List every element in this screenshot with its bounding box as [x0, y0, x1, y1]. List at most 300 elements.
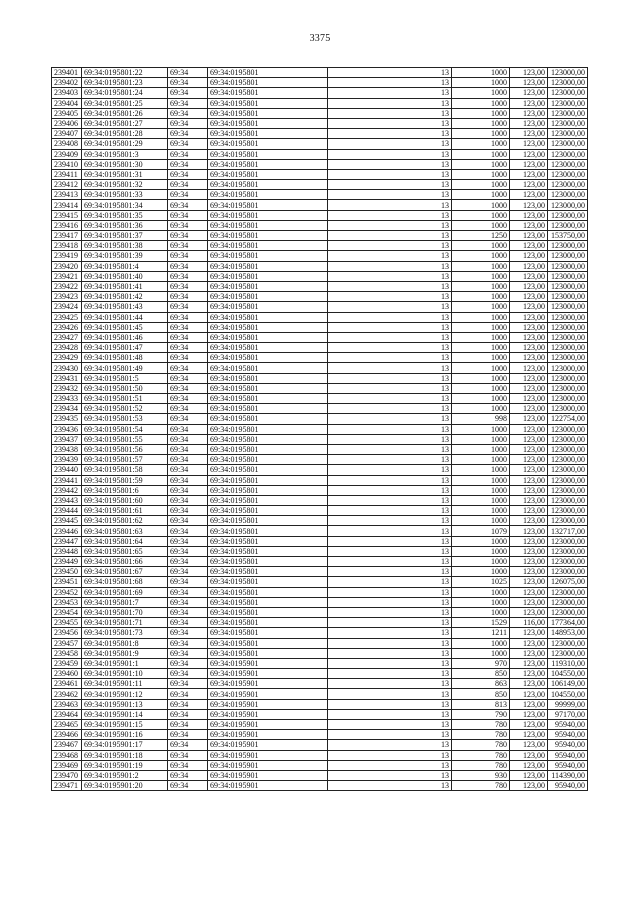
- cadastral-number-cell: 69:34:0195801:64: [82, 536, 168, 546]
- row-id-cell: 239465: [52, 720, 82, 730]
- row-id-cell: 239441: [52, 475, 82, 485]
- table-row: [52, 363, 588, 373]
- category-cell: 13: [328, 628, 452, 638]
- rate-cell: 123,00: [510, 669, 548, 679]
- area-cell: 780: [452, 720, 510, 730]
- value-cell: 123000,00: [548, 241, 588, 251]
- area-cell: 1000: [452, 159, 510, 169]
- cadastral-number-cell: 69:34:0195901:12: [82, 689, 168, 699]
- row-id-cell: 239458: [52, 648, 82, 658]
- block-cell: 69:34:0195901: [208, 669, 328, 679]
- value-cell: 123000,00: [548, 597, 588, 607]
- rate-cell: 123,00: [510, 261, 548, 271]
- block-cell: 69:34:0195801: [208, 129, 328, 139]
- category-cell: 13: [328, 261, 452, 271]
- cadastral-number-cell: 69:34:0195801:62: [82, 516, 168, 526]
- block-cell: 69:34:0195801: [208, 587, 328, 597]
- table-row: [52, 516, 588, 526]
- category-cell: 13: [328, 485, 452, 495]
- area-cell: 1000: [452, 546, 510, 556]
- area-cell: 1000: [452, 353, 510, 363]
- district-cell: 69:34: [168, 149, 208, 159]
- area-cell: 1000: [452, 343, 510, 353]
- rate-cell: 123,00: [510, 332, 548, 342]
- table-row: [52, 271, 588, 281]
- block-cell: 69:34:0195801: [208, 312, 328, 322]
- value-cell: 126075,00: [548, 577, 588, 587]
- cadastral-number-cell: 69:34:0195801:36: [82, 220, 168, 230]
- category-cell: 13: [328, 68, 452, 78]
- rate-cell: 123,00: [510, 210, 548, 220]
- table-row: [52, 149, 588, 159]
- area-cell: 1000: [452, 485, 510, 495]
- category-cell: 13: [328, 709, 452, 719]
- rate-cell: 123,00: [510, 709, 548, 719]
- row-id-cell: 239442: [52, 485, 82, 495]
- row-id-cell: 239428: [52, 343, 82, 353]
- row-id-cell: 239440: [52, 465, 82, 475]
- row-id-cell: 239439: [52, 455, 82, 465]
- value-cell: 123000,00: [548, 88, 588, 98]
- value-cell: 123000,00: [548, 139, 588, 149]
- rate-cell: 123,00: [510, 118, 548, 128]
- block-cell: 69:34:0195801: [208, 475, 328, 485]
- value-cell: 123000,00: [548, 394, 588, 404]
- value-cell: 95940,00: [548, 781, 588, 791]
- district-cell: 69:34: [168, 302, 208, 312]
- block-cell: 69:34:0195801: [208, 159, 328, 169]
- cadastral-number-cell: 69:34:0195801:35: [82, 210, 168, 220]
- block-cell: 69:34:0195901: [208, 750, 328, 760]
- block-cell: 69:34:0195801: [208, 353, 328, 363]
- district-cell: 69:34: [168, 781, 208, 791]
- block-cell: 69:34:0195801: [208, 271, 328, 281]
- row-id-cell: 239436: [52, 424, 82, 434]
- area-cell: 1000: [452, 322, 510, 332]
- cadastral-number-cell: 69:34:0195801:50: [82, 383, 168, 393]
- district-cell: 69:34: [168, 68, 208, 78]
- district-cell: 69:34: [168, 98, 208, 108]
- category-cell: 13: [328, 567, 452, 577]
- row-id-cell: 239414: [52, 200, 82, 210]
- category-cell: 13: [328, 251, 452, 261]
- rate-cell: 123,00: [510, 628, 548, 638]
- rate-cell: 123,00: [510, 465, 548, 475]
- row-id-cell: 239457: [52, 638, 82, 648]
- block-cell: 69:34:0195801: [208, 597, 328, 607]
- category-cell: 13: [328, 363, 452, 373]
- table-row: [52, 343, 588, 353]
- area-cell: 1000: [452, 129, 510, 139]
- district-cell: 69:34: [168, 78, 208, 88]
- block-cell: 69:34:0195901: [208, 740, 328, 750]
- table-row: [52, 699, 588, 709]
- district-cell: 69:34: [168, 383, 208, 393]
- area-cell: 1000: [452, 220, 510, 230]
- rate-cell: 123,00: [510, 394, 548, 404]
- area-cell: 1000: [452, 68, 510, 78]
- district-cell: 69:34: [168, 557, 208, 567]
- rate-cell: 123,00: [510, 281, 548, 291]
- cadastral-number-cell: 69:34:0195901:13: [82, 699, 168, 709]
- category-cell: 13: [328, 159, 452, 169]
- category-cell: 13: [328, 648, 452, 658]
- cadastral-number-cell: 69:34:0195801:63: [82, 526, 168, 536]
- area-cell: 1000: [452, 638, 510, 648]
- cadastral-number-cell: 69:34:0195801:45: [82, 322, 168, 332]
- value-cell: 123000,00: [548, 444, 588, 454]
- block-cell: 69:34:0195801: [208, 424, 328, 434]
- cadastral-number-cell: 69:34:0195801:30: [82, 159, 168, 169]
- rate-cell: 123,00: [510, 679, 548, 689]
- district-cell: 69:34: [168, 180, 208, 190]
- cadastral-number-cell: 69:34:0195801:73: [82, 628, 168, 638]
- area-cell: 1000: [452, 373, 510, 383]
- block-cell: 69:34:0195801: [208, 465, 328, 475]
- district-cell: 69:34: [168, 404, 208, 414]
- category-cell: 13: [328, 88, 452, 98]
- cadastral-number-cell: 69:34:0195801:4: [82, 261, 168, 271]
- block-cell: 69:34:0195801: [208, 292, 328, 302]
- row-id-cell: 239406: [52, 118, 82, 128]
- row-id-cell: 239453: [52, 597, 82, 607]
- block-cell: 69:34:0195801: [208, 68, 328, 78]
- category-cell: 13: [328, 414, 452, 424]
- cadastral-number-cell: 69:34:0195901:10: [82, 669, 168, 679]
- category-cell: 13: [328, 658, 452, 668]
- category-cell: 13: [328, 149, 452, 159]
- cadastral-number-cell: 69:34:0195801:59: [82, 475, 168, 485]
- category-cell: 13: [328, 332, 452, 342]
- value-cell: 123000,00: [548, 281, 588, 291]
- value-cell: 123000,00: [548, 78, 588, 88]
- district-cell: 69:34: [168, 343, 208, 353]
- rate-cell: 123,00: [510, 444, 548, 454]
- row-id-cell: 239411: [52, 169, 82, 179]
- block-cell: 69:34:0195801: [208, 169, 328, 179]
- cadastral-number-cell: 69:34:0195801:61: [82, 506, 168, 516]
- block-cell: 69:34:0195801: [208, 200, 328, 210]
- category-cell: 13: [328, 750, 452, 760]
- area-cell: 1000: [452, 271, 510, 281]
- rate-cell: 123,00: [510, 322, 548, 332]
- rate-cell: 123,00: [510, 546, 548, 556]
- table-row: [52, 434, 588, 444]
- table-row: [52, 414, 588, 424]
- row-id-cell: 239402: [52, 78, 82, 88]
- district-cell: 69:34: [168, 730, 208, 740]
- category-cell: 13: [328, 475, 452, 485]
- category-cell: 13: [328, 689, 452, 699]
- cadastral-number-cell: 69:34:0195801:8: [82, 638, 168, 648]
- category-cell: 13: [328, 343, 452, 353]
- table-row: [52, 139, 588, 149]
- block-cell: 69:34:0195801: [208, 220, 328, 230]
- cadastral-number-cell: 69:34:0195801:7: [82, 597, 168, 607]
- value-cell: 123000,00: [548, 546, 588, 556]
- value-cell: 123000,00: [548, 383, 588, 393]
- value-cell: 123000,00: [548, 343, 588, 353]
- cadastral-number-cell: 69:34:0195801:31: [82, 169, 168, 179]
- rate-cell: 123,00: [510, 180, 548, 190]
- value-cell: 123000,00: [548, 261, 588, 271]
- cadastral-number-cell: 69:34:0195801:23: [82, 78, 168, 88]
- district-cell: 69:34: [168, 760, 208, 770]
- row-id-cell: 239462: [52, 689, 82, 699]
- category-cell: 13: [328, 444, 452, 454]
- value-cell: 123000,00: [548, 424, 588, 434]
- table-row: [52, 312, 588, 322]
- cadastral-number-cell: 69:34:0195801:40: [82, 271, 168, 281]
- area-cell: 1000: [452, 444, 510, 454]
- rate-cell: 116,00: [510, 618, 548, 628]
- block-cell: 69:34:0195801: [208, 506, 328, 516]
- block-cell: 69:34:0195801: [208, 281, 328, 291]
- area-cell: 850: [452, 669, 510, 679]
- block-cell: 69:34:0195901: [208, 679, 328, 689]
- district-cell: 69:34: [168, 689, 208, 699]
- table-row: [52, 465, 588, 475]
- block-cell: 69:34:0195801: [208, 180, 328, 190]
- value-cell: 123000,00: [548, 536, 588, 546]
- district-cell: 69:34: [168, 495, 208, 505]
- table-row: [52, 506, 588, 516]
- row-id-cell: 239404: [52, 98, 82, 108]
- value-cell: 95940,00: [548, 720, 588, 730]
- row-id-cell: 239438: [52, 444, 82, 454]
- table-row: [52, 190, 588, 200]
- rate-cell: 123,00: [510, 68, 548, 78]
- value-cell: 123000,00: [548, 495, 588, 505]
- category-cell: 13: [328, 597, 452, 607]
- block-cell: 69:34:0195801: [208, 190, 328, 200]
- category-cell: 13: [328, 536, 452, 546]
- district-cell: 69:34: [168, 770, 208, 780]
- district-cell: 69:34: [168, 129, 208, 139]
- block-cell: 69:34:0195801: [208, 231, 328, 241]
- block-cell: 69:34:0195801: [208, 383, 328, 393]
- district-cell: 69:34: [168, 108, 208, 118]
- table-row: [52, 129, 588, 139]
- cadastral-number-cell: 69:34:0195801:41: [82, 281, 168, 291]
- area-cell: 1000: [452, 455, 510, 465]
- block-cell: 69:34:0195801: [208, 516, 328, 526]
- district-cell: 69:34: [168, 577, 208, 587]
- value-cell: 99999,00: [548, 699, 588, 709]
- table-row: [52, 526, 588, 536]
- value-cell: 123000,00: [548, 129, 588, 139]
- category-cell: 13: [328, 98, 452, 108]
- district-cell: 69:34: [168, 373, 208, 383]
- area-cell: 1000: [452, 607, 510, 617]
- category-cell: 13: [328, 404, 452, 414]
- district-cell: 69:34: [168, 394, 208, 404]
- district-cell: 69:34: [168, 139, 208, 149]
- area-cell: 1000: [452, 281, 510, 291]
- category-cell: 13: [328, 200, 452, 210]
- district-cell: 69:34: [168, 475, 208, 485]
- category-cell: 13: [328, 516, 452, 526]
- block-cell: 69:34:0195801: [208, 485, 328, 495]
- table-row: [52, 394, 588, 404]
- table-row: [52, 78, 588, 88]
- value-cell: 123000,00: [548, 587, 588, 597]
- rate-cell: 123,00: [510, 730, 548, 740]
- value-cell: 123000,00: [548, 475, 588, 485]
- district-cell: 69:34: [168, 485, 208, 495]
- category-cell: 13: [328, 465, 452, 475]
- cadastral-number-cell: 69:34:0195801:52: [82, 404, 168, 414]
- block-cell: 69:34:0195901: [208, 781, 328, 791]
- area-cell: 850: [452, 689, 510, 699]
- value-cell: 123000,00: [548, 190, 588, 200]
- row-id-cell: 239419: [52, 251, 82, 261]
- rate-cell: 123,00: [510, 597, 548, 607]
- cadastral-number-cell: 69:34:0195801:29: [82, 139, 168, 149]
- block-cell: 69:34:0195801: [208, 261, 328, 271]
- category-cell: 13: [328, 557, 452, 567]
- district-cell: 69:34: [168, 88, 208, 98]
- cadastral-number-cell: 69:34:0195801:68: [82, 577, 168, 587]
- block-cell: 69:34:0195901: [208, 760, 328, 770]
- cadastral-number-cell: 69:34:0195801:32: [82, 180, 168, 190]
- district-cell: 69:34: [168, 506, 208, 516]
- table-row: [52, 679, 588, 689]
- area-cell: 1211: [452, 628, 510, 638]
- category-cell: 13: [328, 720, 452, 730]
- value-cell: 132717,00: [548, 526, 588, 536]
- rate-cell: 123,00: [510, 526, 548, 536]
- row-id-cell: 239461: [52, 679, 82, 689]
- row-id-cell: 239454: [52, 607, 82, 617]
- row-id-cell: 239435: [52, 414, 82, 424]
- cadastral-number-cell: 69:34:0195901:20: [82, 781, 168, 791]
- area-cell: 790: [452, 709, 510, 719]
- block-cell: 69:34:0195801: [208, 414, 328, 424]
- rate-cell: 123,00: [510, 169, 548, 179]
- table-row: [52, 669, 588, 679]
- rate-cell: 123,00: [510, 139, 548, 149]
- block-cell: 69:34:0195801: [208, 618, 328, 628]
- row-id-cell: 239407: [52, 129, 82, 139]
- block-cell: 69:34:0195801: [208, 444, 328, 454]
- district-cell: 69:34: [168, 159, 208, 169]
- row-id-cell: 239432: [52, 383, 82, 393]
- cadastral-number-cell: 69:34:0195801:42: [82, 292, 168, 302]
- table-row: [52, 292, 588, 302]
- table-row: [52, 781, 588, 791]
- block-cell: 69:34:0195801: [208, 638, 328, 648]
- table-row: [52, 770, 588, 780]
- rate-cell: 123,00: [510, 190, 548, 200]
- area-cell: 1000: [452, 567, 510, 577]
- rate-cell: 123,00: [510, 108, 548, 118]
- value-cell: 123000,00: [548, 567, 588, 577]
- area-cell: 1000: [452, 88, 510, 98]
- rate-cell: 123,00: [510, 485, 548, 495]
- category-cell: 13: [328, 78, 452, 88]
- value-cell: 106149,00: [548, 679, 588, 689]
- row-id-cell: 239405: [52, 108, 82, 118]
- district-cell: 69:34: [168, 190, 208, 200]
- block-cell: 69:34:0195801: [208, 536, 328, 546]
- table-row: [52, 455, 588, 465]
- district-cell: 69:34: [168, 414, 208, 424]
- rate-cell: 123,00: [510, 98, 548, 108]
- district-cell: 69:34: [168, 241, 208, 251]
- row-id-cell: 239463: [52, 699, 82, 709]
- value-cell: 95940,00: [548, 750, 588, 760]
- table-row: [52, 200, 588, 210]
- category-cell: 13: [328, 526, 452, 536]
- block-cell: 69:34:0195901: [208, 730, 328, 740]
- cadastral-number-cell: 69:34:0195801:56: [82, 444, 168, 454]
- category-cell: 13: [328, 210, 452, 220]
- category-cell: 13: [328, 139, 452, 149]
- category-cell: 13: [328, 760, 452, 770]
- district-cell: 69:34: [168, 455, 208, 465]
- district-cell: 69:34: [168, 720, 208, 730]
- rate-cell: 123,00: [510, 760, 548, 770]
- cadastral-number-cell: 69:34:0195801:22: [82, 68, 168, 78]
- block-cell: 69:34:0195801: [208, 404, 328, 414]
- category-cell: 13: [328, 190, 452, 200]
- table-row: [52, 108, 588, 118]
- value-cell: 123000,00: [548, 506, 588, 516]
- district-cell: 69:34: [168, 210, 208, 220]
- district-cell: 69:34: [168, 587, 208, 597]
- value-cell: 177364,00: [548, 618, 588, 628]
- cadastral-number-cell: 69:34:0195801:43: [82, 302, 168, 312]
- area-cell: 1000: [452, 465, 510, 475]
- rate-cell: 123,00: [510, 220, 548, 230]
- table-row: [52, 68, 588, 78]
- area-cell: 780: [452, 781, 510, 791]
- cadastral-number-cell: 69:34:0195801:26: [82, 108, 168, 118]
- block-cell: 69:34:0195801: [208, 546, 328, 556]
- rate-cell: 123,00: [510, 414, 548, 424]
- category-cell: 13: [328, 638, 452, 648]
- block-cell: 69:34:0195801: [208, 251, 328, 261]
- value-cell: 95940,00: [548, 760, 588, 770]
- cadastral-number-cell: 69:34:0195901:16: [82, 730, 168, 740]
- block-cell: 69:34:0195801: [208, 567, 328, 577]
- table-row: [52, 159, 588, 169]
- district-cell: 69:34: [168, 444, 208, 454]
- category-cell: 13: [328, 169, 452, 179]
- value-cell: 123000,00: [548, 353, 588, 363]
- cadastral-number-cell: 69:34:0195801:53: [82, 414, 168, 424]
- rate-cell: 123,00: [510, 312, 548, 322]
- cadastral-number-cell: 69:34:0195801:51: [82, 394, 168, 404]
- area-cell: 863: [452, 679, 510, 689]
- table-row: [52, 546, 588, 556]
- value-cell: 123000,00: [548, 159, 588, 169]
- cadastral-number-cell: 69:34:0195801:37: [82, 231, 168, 241]
- row-id-cell: 239410: [52, 159, 82, 169]
- rate-cell: 123,00: [510, 149, 548, 159]
- cadastral-number-cell: 69:34:0195801:57: [82, 455, 168, 465]
- value-cell: 123000,00: [548, 485, 588, 495]
- block-cell: 69:34:0195801: [208, 607, 328, 617]
- table-row: [52, 638, 588, 648]
- row-id-cell: 239448: [52, 546, 82, 556]
- category-cell: 13: [328, 587, 452, 597]
- district-cell: 69:34: [168, 292, 208, 302]
- rate-cell: 123,00: [510, 587, 548, 597]
- table-row: [52, 607, 588, 617]
- table-row: [52, 444, 588, 454]
